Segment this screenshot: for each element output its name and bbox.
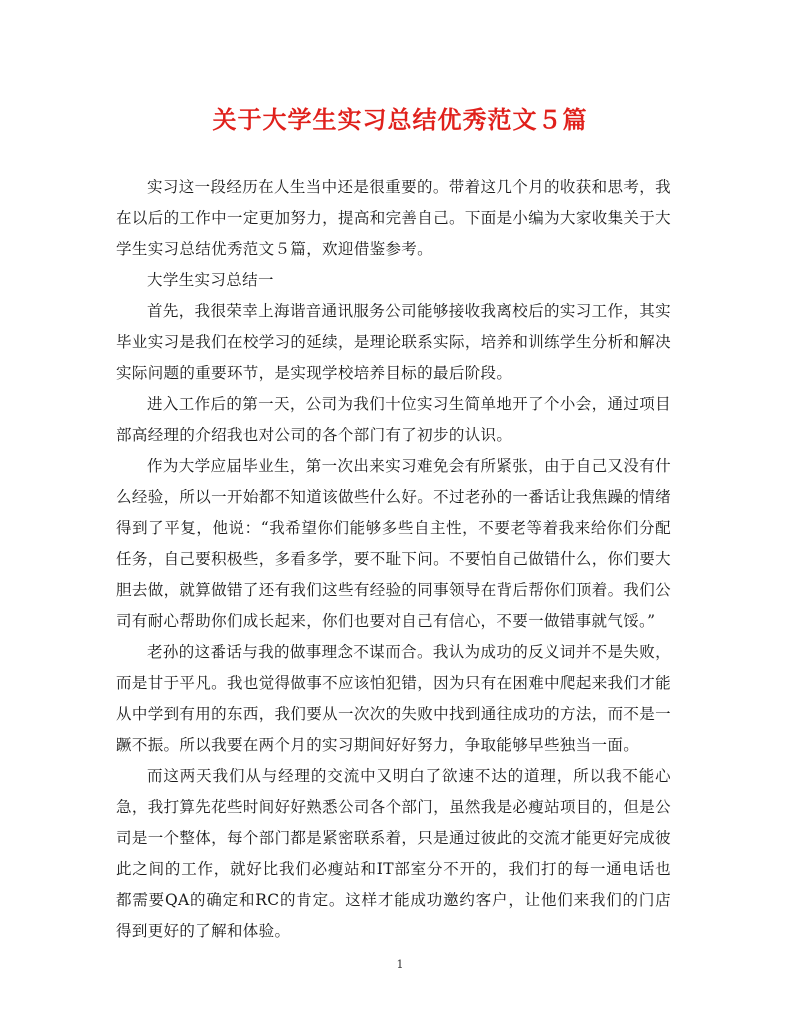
body-paragraph: 进入工作后的第一天，公司为我们十位实习生简单地开了个小会，通过项目部高经理的介绍我也对公司的各个部门有了初步的认识。 bbox=[116, 395, 671, 444]
document-title: 关于大学生实习总结优秀范文５篇 bbox=[212, 105, 588, 134]
intro-paragraph: 实习这一段经历在人生当中还是很重要的。带着这几个月的收获和思考，我在以后的工作中一定更加努力，提高和完善自己。下面是小编为大家收集关于大学生实习总结优秀范文５篇，欢迎借鉴参考。 bbox=[116, 178, 671, 258]
section-heading: 大学生实习总结一 bbox=[147, 271, 274, 289]
body-paragraph: 老孙的这番话与我的做事理念不谋而合。我认为成功的反义词并不是失败，而是甘于平凡。我也觉得做事不应该怕犯错，因为只有在困难中爬起来我们才能从中学到有用的东西，我们要从一次次的失败中找到通往成功的方法，而不是一蹶不振。所以我要在两个月的实习期间好好努力，争取能够早些独当一面。 bbox=[116, 643, 671, 754]
body-paragraph: 而这两天我们从与经理的交流中又明白了欲速不达的道理，所以我不能心急，我打算先花些时间好好熟悉公司各个部门，虽然我是必瘦站项目的，但是公司是一个整体，每个部门都是紧密联系着，只是通过彼此的交流才能更好完成彼此之间的工作，就好比我们必瘦站和IT部室分不开的，我们打的每一通电话也都需要QA的确定和RC的肯定。这样才能成功邀约客户，让他们来我们的门店得到更好的了解和体验。 bbox=[116, 767, 671, 940]
body-paragraph: 首先，我很荣幸上海谐音通讯服务公司能够接收我离校后的实习工作，其实毕业实习是我们在校学习的延续，是理论联系实际，培养和训练学生分析和解决实际问题的重要环节，是实现学校培养目标的最后阶段。 bbox=[116, 302, 671, 382]
page-number: 1 bbox=[396, 958, 404, 971]
document-body bbox=[116, 172, 671, 947]
body-paragraph: 作为大学应届毕业生，第一次出来实习难免会有所紧张，由于自己又没有什么经验，所以一开始都不知道该做些什么好。不过老孙的一番话让我焦躁的情绪得到了平复，他说：“我希望你们能够多些自主性，不要老等着我来给你们分配任务，自己要积极些，多看多学，要不耻下问。不要怕自己做错什么，你们要大胆去做，就算做错了还有我们这些有经验的同事领导在背后帮你们顶着。我们公司有耐心帮助你们成长起来，你们也要对自己有信心，不要一做错事就气馁。” bbox=[116, 457, 671, 630]
